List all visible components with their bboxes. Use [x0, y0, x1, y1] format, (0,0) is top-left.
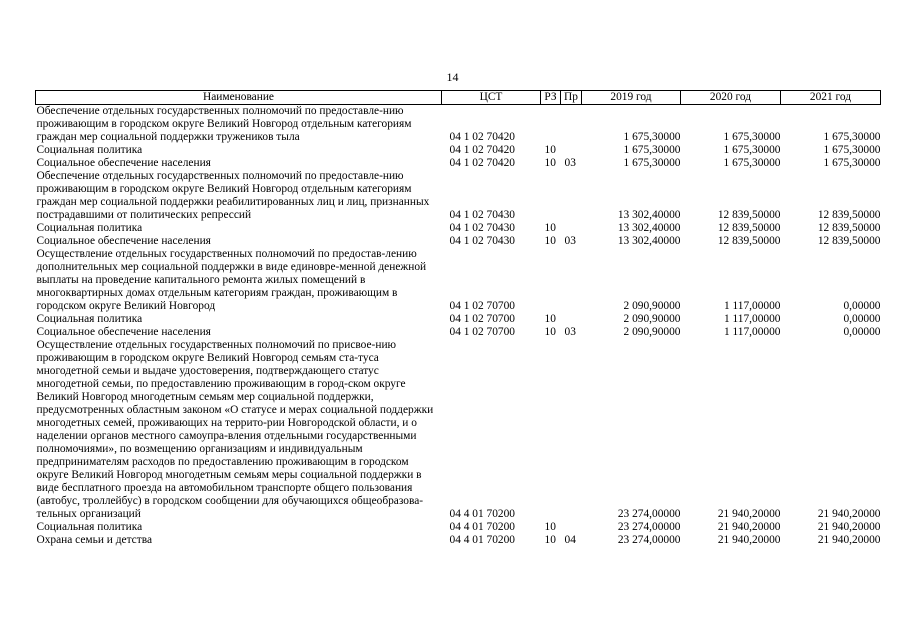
cell-y2019: 1 675,30000 — [623, 157, 681, 169]
cell-rz — [541, 170, 561, 222]
cell-y2021: 1 675,30000 — [823, 144, 881, 156]
cell-cst: 04 1 02 70700 — [449, 326, 515, 338]
cell-pr — [561, 105, 582, 145]
cell-y2021: 12 839,50000 — [817, 235, 881, 247]
cell-cst: 04 1 02 70420 — [449, 131, 515, 143]
cell-y2019: 23 274,00000 — [617, 521, 681, 533]
cell-name: Обеспечение отдельных государственных полномочий по предоставле-нию проживающим в городском округе Великий Новгород отдельным категориям граждан мер социальной поддержки тружеников тыла — [36, 105, 412, 143]
cell-y2019: 1 675,30000 — [623, 131, 681, 143]
header-2019: 2019 год — [582, 91, 681, 105]
cell-cst: 04 4 01 70200 — [449, 508, 515, 520]
cell-y2021: 12 839,50000 — [817, 222, 881, 234]
cell-pr — [561, 144, 582, 157]
page-number: 14 — [446, 70, 459, 84]
cell-y2020: 1 117,00000 — [723, 300, 781, 312]
cell-name: Социальное обеспечение населения — [36, 157, 211, 169]
cell-pr — [561, 222, 582, 235]
cell-y2019: 2 090,90000 — [623, 313, 681, 325]
header-pr: Пр — [561, 91, 582, 105]
cell-name: Социальное обеспечение населения — [36, 235, 211, 247]
cell-y2020: 1 675,30000 — [723, 131, 781, 143]
cell-name: Социальная политика — [36, 313, 143, 325]
cell-y2019: 1 675,30000 — [623, 144, 681, 156]
cell-cst: 04 1 02 70700 — [449, 313, 515, 325]
cell-rz: 10 — [544, 222, 556, 234]
cell-y2020: 1 117,00000 — [723, 313, 781, 325]
cell-y2021: 21 940,20000 — [817, 508, 881, 520]
table-row — [36, 105, 881, 145]
cell-y2021: 1 675,30000 — [823, 157, 881, 169]
cell-pr: 03 — [564, 157, 576, 169]
cell-y2019: 13 302,40000 — [617, 209, 681, 221]
cell-cst: 04 1 02 70430 — [449, 222, 515, 234]
cell-rz: 10 — [544, 313, 556, 325]
cell-y2020: 1 675,30000 — [723, 144, 781, 156]
cell-y2021: 0,00000 — [843, 313, 881, 325]
cell-name: Охрана семьи и детства — [36, 534, 152, 546]
cell-y2019: 13 302,40000 — [617, 222, 681, 234]
cell-name: Социальное обеспечение населения — [36, 326, 211, 338]
table-header-row — [36, 91, 881, 105]
table-row — [36, 235, 881, 248]
header-rz: РЗ — [541, 91, 561, 105]
cell-y2020: 21 940,20000 — [717, 534, 781, 546]
cell-y2020: 21 940,20000 — [717, 521, 781, 533]
table-row — [36, 326, 881, 339]
cell-cst: 04 1 02 70430 — [449, 235, 515, 247]
cell-cst: 04 1 02 70430 — [449, 209, 515, 221]
cell-pr — [561, 339, 582, 521]
cell-pr: 03 — [564, 235, 576, 247]
cell-y2020: 21 940,20000 — [717, 508, 781, 520]
cell-rz — [541, 248, 561, 313]
header-name: Наименование — [36, 91, 442, 105]
cell-name: Обеспечение отдельных государственных полномочий по предоставле-нию проживающим в городском округе Великий Новгород отдельным категориям граждан мер социальной поддержки реабилитированных лиц и лиц, признанных пострадавшими от политических репрессий — [36, 170, 430, 221]
table-row — [36, 521, 881, 534]
table-row — [36, 157, 881, 170]
table-body — [36, 105, 881, 548]
cell-y2019: 2 090,90000 — [623, 326, 681, 338]
cell-rz: 10 — [544, 144, 556, 156]
header-cst: ЦСТ — [442, 91, 541, 105]
header-2020: 2020 год — [681, 91, 781, 105]
cell-name: Социальная политика — [36, 222, 143, 234]
cell-cst: 04 1 02 70420 — [449, 144, 515, 156]
table-row — [36, 170, 881, 222]
cell-y2020: 12 839,50000 — [717, 222, 781, 234]
table-row — [36, 534, 881, 547]
cell-y2020: 1 117,00000 — [723, 326, 781, 338]
cell-cst: 04 4 01 70200 — [449, 534, 515, 546]
cell-name: Социальная политика — [36, 144, 143, 156]
cell-name: Социальная политика — [36, 521, 143, 533]
cell-rz: 10 — [544, 534, 556, 546]
cell-pr — [561, 521, 582, 534]
cell-rz — [541, 105, 561, 145]
cell-rz: 10 — [544, 235, 556, 247]
cell-pr — [561, 170, 582, 222]
cell-rz — [541, 339, 561, 521]
cell-pr: 04 — [564, 534, 576, 546]
cell-y2019: 2 090,90000 — [623, 300, 681, 312]
cell-y2020: 12 839,50000 — [717, 209, 781, 221]
cell-pr — [561, 313, 582, 326]
cell-y2021: 21 940,20000 — [817, 534, 881, 546]
cell-rz: 10 — [544, 157, 556, 169]
budget-table — [35, 90, 881, 547]
cell-y2019: 23 274,00000 — [617, 534, 681, 546]
cell-y2021: 0,00000 — [843, 326, 881, 338]
cell-cst: 04 1 02 70700 — [449, 300, 515, 312]
cell-y2019: 13 302,40000 — [617, 235, 681, 247]
cell-y2021: 12 839,50000 — [817, 209, 881, 221]
cell-cst: 04 4 01 70200 — [449, 521, 515, 533]
cell-y2021: 21 940,20000 — [817, 521, 881, 533]
cell-rz: 10 — [544, 326, 556, 338]
table-row — [36, 339, 881, 521]
cell-y2020: 12 839,50000 — [717, 235, 781, 247]
header-2021: 2021 год — [781, 91, 881, 105]
cell-y2021: 0,00000 — [843, 300, 881, 312]
cell-name: Осуществление отдельных государственных полномочий по предостав-лению дополнительных мер социальной поддержки в виде единовре-менной денежной выплаты на проведение капитального ремонта жилых помещений в многоквартирных домах отдельным категориям граждан, проживающим в городском округе Великий Новгород — [36, 248, 427, 312]
cell-rz: 10 — [544, 521, 556, 533]
cell-y2019: 23 274,00000 — [617, 508, 681, 520]
cell-cst: 04 1 02 70420 — [449, 157, 515, 169]
table-row — [36, 248, 881, 313]
table-row — [36, 222, 881, 235]
table-row — [36, 144, 881, 157]
cell-y2020: 1 675,30000 — [723, 157, 781, 169]
cell-pr: 03 — [564, 326, 576, 338]
table-row — [36, 313, 881, 326]
cell-name: Осуществление отдельных государственных полномочий по присвое-нию проживающим в городском округе Великий Новгород семьям ста-туса многодетной семьи и выдаче удостоверения, подтверждающего статус многодетной семьи, по предоставлению проживающим в город-ском округе Великий Новгород многодетным семьям мер социальной поддержки, предусмотренных областным законом «О статусе и мерах социальной поддержки многодетных семей, проживающих на террито-рии Новгородской области, и о наделении органов местного самоупра-вления отдельными государственными полномочиями», по возмещению организациям и индивидуальным предпринимателям расходов по предоставлению проживающим в городском округе Великий Новгород многодетным семьям меры социальной поддержки в виде бесплатного проезда на автомобильном транспорте общего пользования (автобус, троллейбус) в городском сообщении для обучающихся общеобразова-тельных организаций — [36, 339, 434, 520]
cell-y2021: 1 675,30000 — [823, 131, 881, 143]
cell-pr — [561, 248, 582, 313]
